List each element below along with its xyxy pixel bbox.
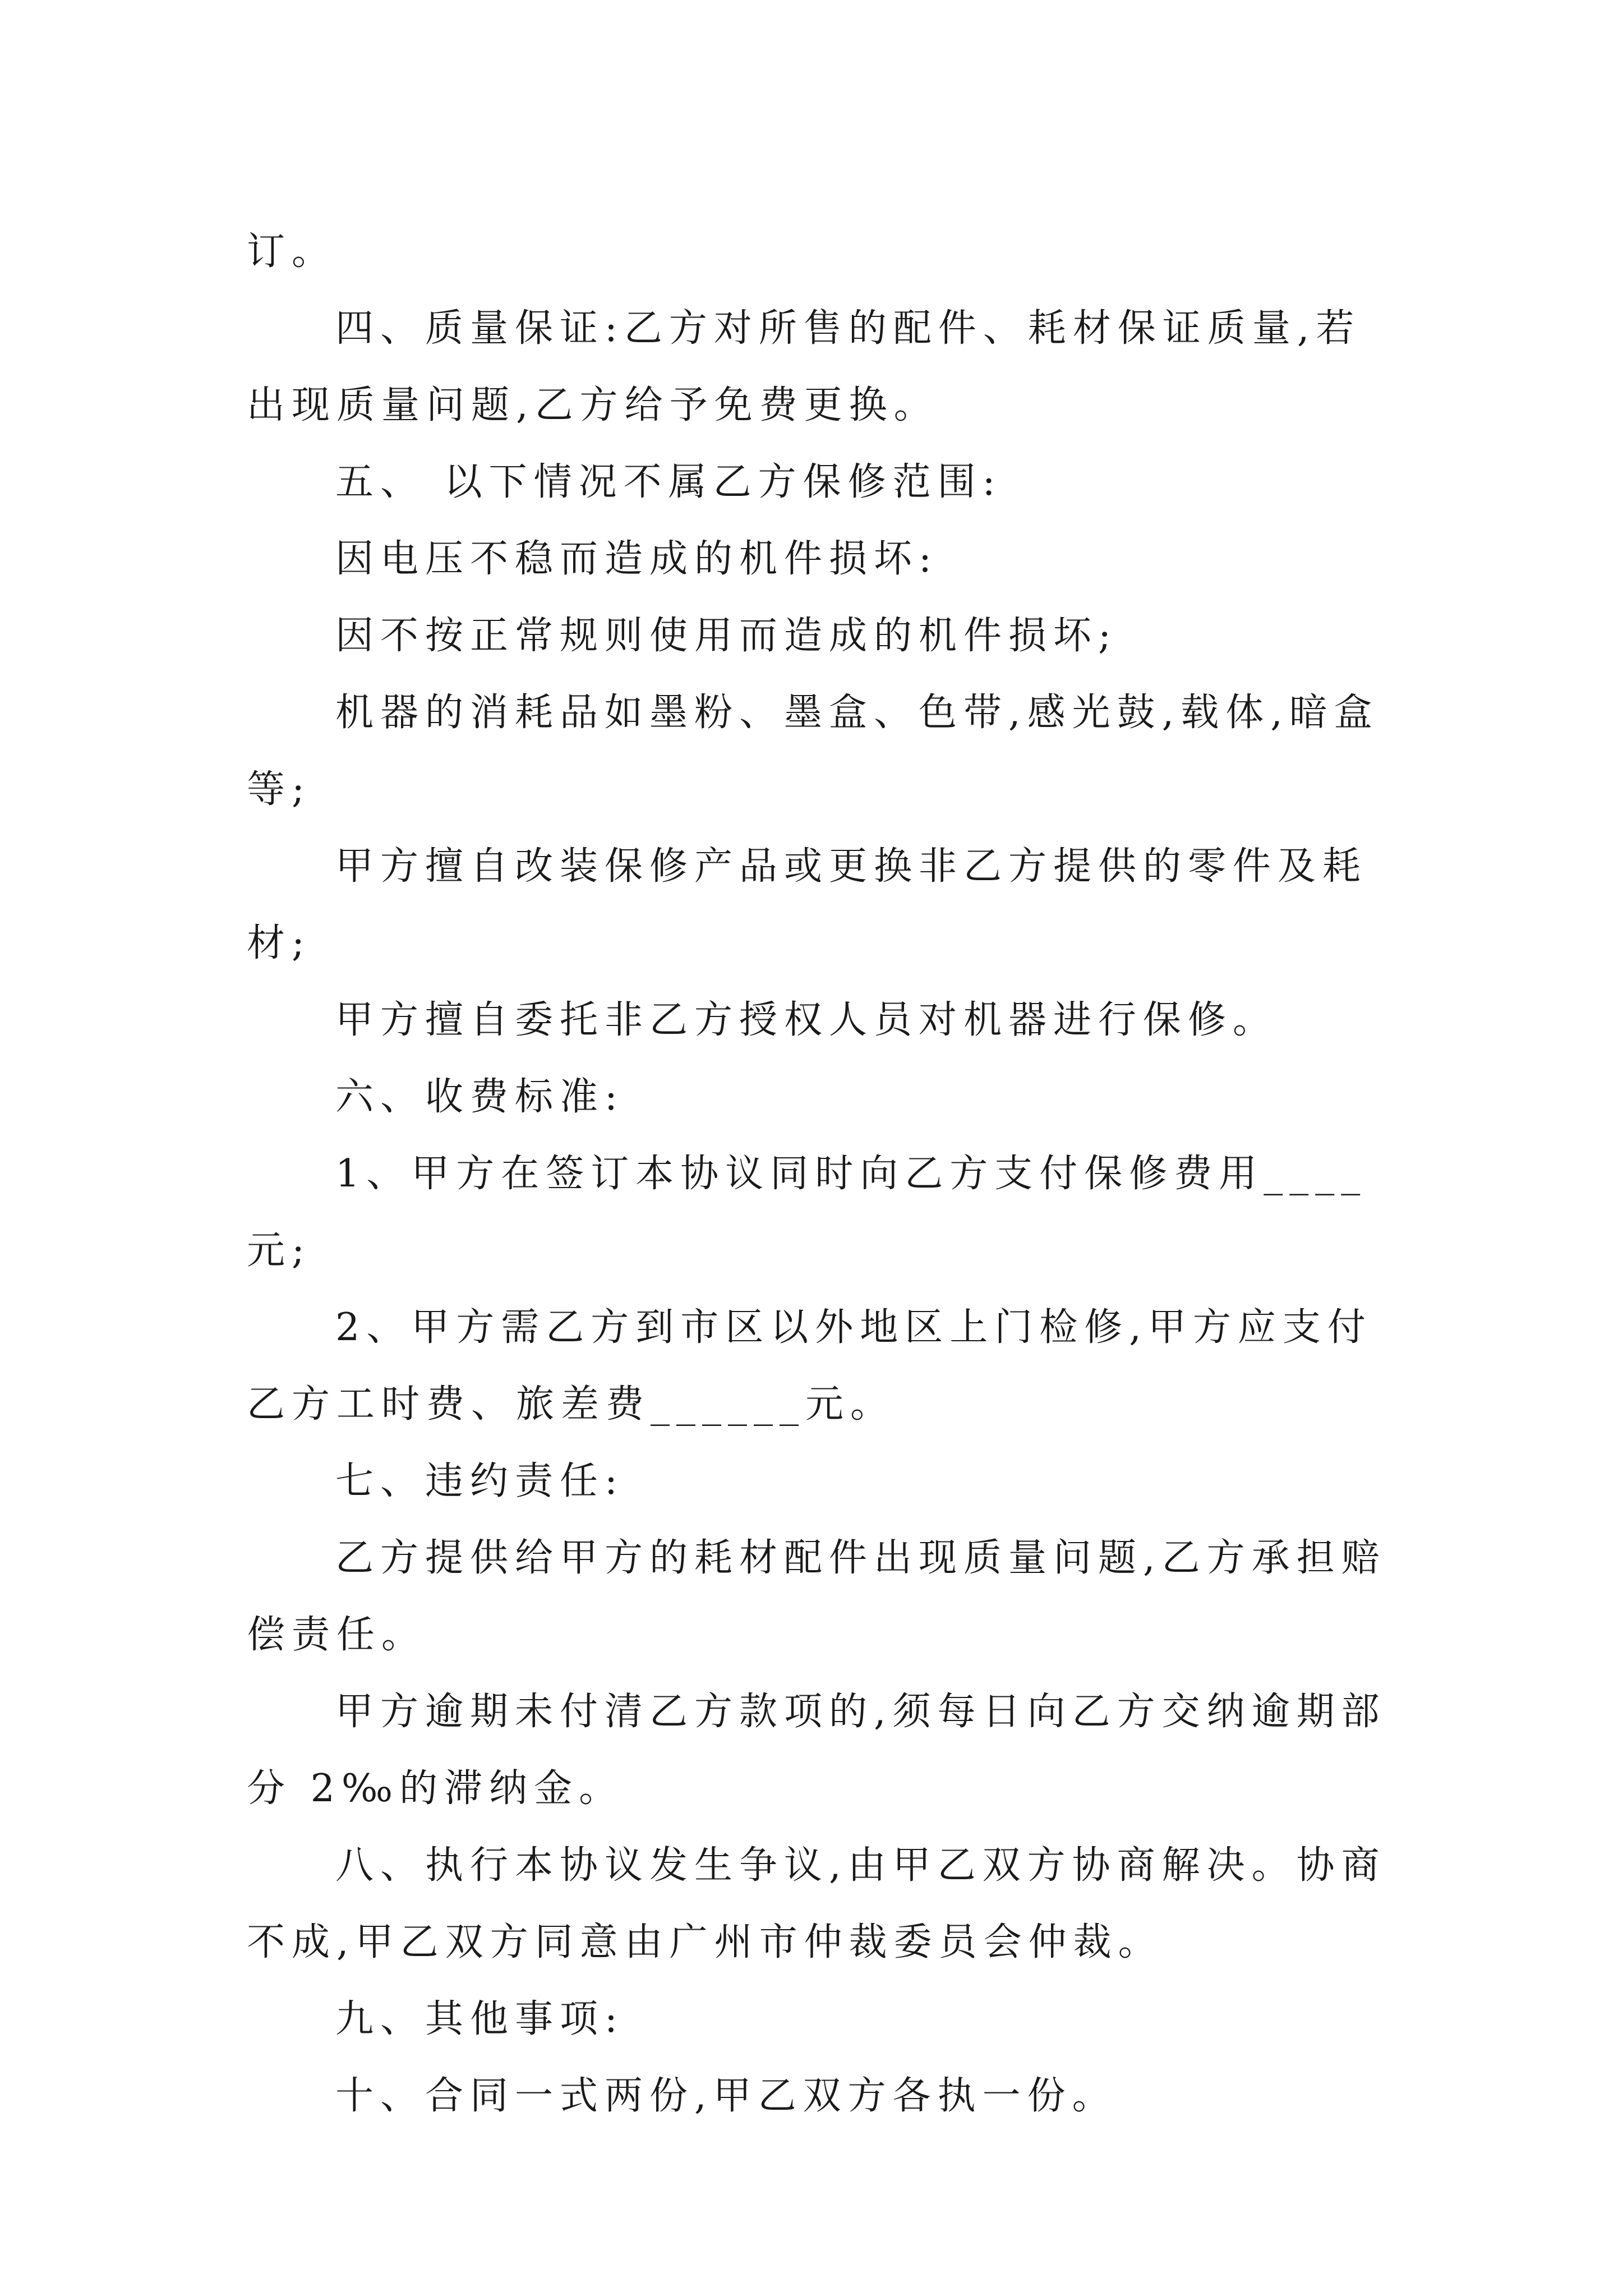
paragraph-continuation: 订。 <box>247 229 337 274</box>
paragraph-dispute-resolution: 八、执行本协议发生争议,由甲乙双方协商解决。协商不成,甲乙双方同意由广州市仲裁委员会仲裁。 <box>247 1843 1386 1964</box>
paragraph-liability-party-a: 甲方逾期未付清乙方款项的,须每日向乙方交纳逾期部分 2‰的滞纳金。 <box>247 1690 1386 1811</box>
paragraph-other-matters: 九、其他事项: <box>335 1997 624 2041</box>
paragraph-quality-guarantee: 四、质量保证:乙方对所售的配件、耗材保证质量,若出现质量问题,乙方给予免费更换。 <box>247 306 1361 427</box>
paragraph-liability-party-b: 乙方提供给甲方的耗材配件出现质量问题,乙方承担赔偿责任。 <box>247 1536 1386 1657</box>
paragraph-exclusion-modification: 甲方擅自改装保修产品或更换非乙方提供的零件及耗材; <box>247 844 1368 965</box>
paragraph-copies: 十、合同一式两份,甲乙双方各执一份。 <box>335 2074 1117 2118</box>
paragraph-exclusion-misuse: 因不按正常规则使用而造成的机件损坏; <box>335 614 1118 658</box>
paragraph-warranty-exclusions-heading: 五、 以下情况不属乙方保修范围: <box>335 460 1002 504</box>
paragraph-fees-heading: 六、收费标准: <box>335 1075 624 1119</box>
paragraph-fee-item-2: 2、甲方需乙方到市区以外地区上门检修,甲方应支付乙方工时费、旅差费______元。 <box>247 1305 1372 1427</box>
paragraph-exclusion-consumables: 机器的消耗品如墨粉、墨盒、色带,感光鼓,载体,暗盒等; <box>247 691 1379 812</box>
paragraph-exclusion-voltage: 因电压不稳而造成的机件损坏: <box>335 537 938 581</box>
paragraph-exclusion-unauthorized-repair: 甲方擅自委托非乙方授权人员对机器进行保修。 <box>335 998 1278 1042</box>
contract-body <box>247 213 1396 2134</box>
paragraph-fee-item-1: 1、甲方在签订本协议同时向乙方支付保修费用____元; <box>247 1152 1367 1273</box>
paragraph-liability-heading: 七、违约责任: <box>335 1459 624 1503</box>
